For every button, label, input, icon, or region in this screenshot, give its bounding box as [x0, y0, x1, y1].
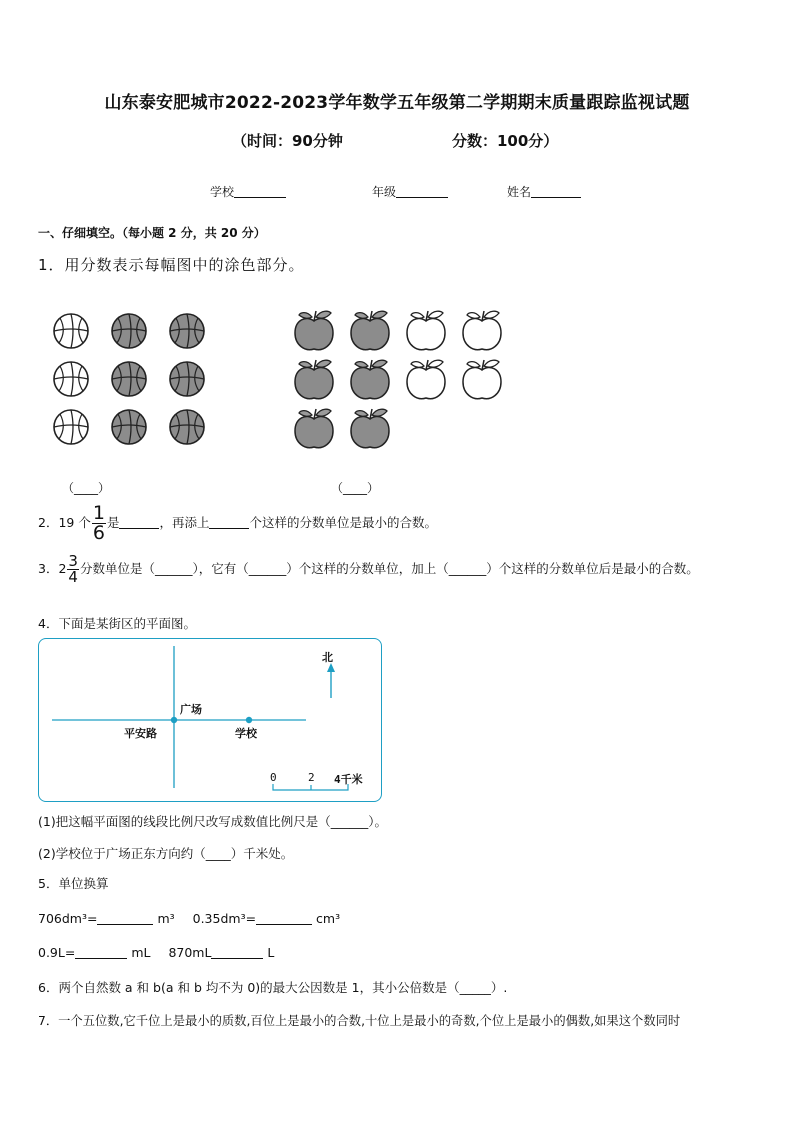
school-map-label: 学校 — [235, 727, 257, 740]
grade-field[interactable] — [372, 183, 448, 200]
basketball-shaded-icon — [170, 362, 204, 396]
q5-blank-2[interactable] — [256, 912, 312, 925]
apple-icon — [463, 311, 501, 350]
road-label: 平安路 — [124, 727, 157, 740]
name-field[interactable] — [507, 183, 581, 200]
q3-fraction — [67, 554, 79, 585]
apple-icon — [407, 360, 445, 399]
q3-text: 分数单位是（______），它有（______）个这样的分数单位，加上（______）个这样的分数单位后是最小的合数。 — [79, 561, 699, 576]
q5-row1b: 0.35dm³= — [192, 911, 257, 926]
q2-prefix: 2．19 个 — [38, 515, 91, 530]
scale-label-4: 4千米 — [334, 773, 363, 786]
q2-suffix: 个这样的分数单位是最小的合数。 — [249, 515, 437, 530]
q1-answer-left[interactable]: （____） — [62, 481, 111, 495]
apple-shaded-icon — [295, 409, 333, 448]
question-4-1: (1)把这幅平面图的线段比例尺改写成数值比例尺是（______）。 — [38, 814, 387, 829]
apple-shaded-icon — [295, 360, 333, 399]
question-6: 6．两个自然数 a 和 b(a 和 b 均不为 0)的最大公因数是 1，其小公倍数是（_____）. — [38, 980, 508, 995]
school-point — [246, 717, 252, 723]
exam-time: （时间：90分钟 — [232, 132, 343, 150]
basketball-icon — [54, 362, 88, 396]
basketball-shaded-icon — [112, 362, 146, 396]
q2-fraction — [92, 504, 106, 543]
q1-answer-right[interactable]: （____） — [331, 481, 380, 495]
grade-blank[interactable] — [396, 185, 448, 198]
grade-label: 年级 — [372, 185, 397, 199]
apple-shaded-icon — [351, 311, 389, 350]
q3-denominator: 4 — [68, 568, 78, 586]
apple-shaded-icon — [351, 360, 389, 399]
school-label: 学校 — [210, 185, 235, 199]
basketball-shaded-icon — [112, 410, 146, 444]
q5-unit-1: m³ — [157, 911, 175, 926]
q5-unit-2: cm³ — [316, 911, 341, 926]
q2-mid: 是 — [106, 515, 120, 530]
basketball-shaded-icon — [112, 314, 146, 348]
scale-label-0: 0 — [270, 771, 277, 784]
q5-row2a: 0.9L= — [38, 945, 76, 960]
question-4-2: (2)学校位于广场正东方向约（____）千米处。 — [38, 846, 294, 861]
q3-numerator: 3 — [68, 552, 78, 570]
basketball-shaded-icon — [170, 314, 204, 348]
apple-icon — [463, 360, 501, 399]
q5-row-1 — [38, 911, 340, 926]
apple-shaded-icon — [295, 311, 333, 350]
question-7: 7．一个五位数,它千位上是最小的质数,百位上是最小的合数,十位上是最小的奇数,个位上是最小的偶数,如果这个数同时 — [38, 1014, 681, 1028]
q5-row1a: 706dm³= — [38, 911, 98, 926]
name-blank[interactable] — [531, 185, 581, 198]
q2-mid2: ，再添上 — [159, 515, 210, 530]
question-3 — [38, 554, 699, 585]
question-4: 4．下面是某街区的平面图。 — [38, 616, 196, 631]
q3-prefix: 3．2 — [38, 561, 67, 576]
school-blank[interactable] — [234, 185, 286, 198]
north-label: 北 — [322, 651, 333, 664]
basketball-shaded-icon — [170, 410, 204, 444]
basketball-icon — [54, 410, 88, 444]
q2-denominator: 6 — [92, 522, 105, 544]
q5-unit-3: mL — [131, 945, 151, 960]
q2-blank-2[interactable] — [209, 516, 249, 529]
basketball-icon — [54, 314, 88, 348]
q5-row-2 — [38, 945, 274, 960]
name-label: 姓名 — [507, 185, 532, 199]
apple-icon — [407, 311, 445, 350]
q2-blank-1[interactable] — [119, 516, 159, 529]
question-2 — [38, 504, 437, 543]
q5-row2b: 870mL — [168, 945, 212, 960]
scale-label-2: 2 — [308, 771, 315, 784]
apple-shaded-icon — [351, 409, 389, 448]
q5-blank-3[interactable] — [75, 946, 127, 959]
question-5: 5．单位换算 — [38, 876, 109, 891]
page-title: 山东泰安肥城市2022-2023学年数学五年级第二学期期末质量跟踪监视试题 — [104, 93, 690, 113]
school-field[interactable] — [210, 183, 286, 200]
q5-unit-4: L — [267, 945, 275, 960]
square-point — [171, 717, 177, 723]
section-heading: 一、仔细填空。（每小题 2 分，共 20 分） — [38, 226, 266, 240]
q5-blank-1[interactable] — [97, 912, 153, 925]
q2-numerator: 1 — [92, 502, 105, 524]
question-1: 1．用分数表示每幅图中的涂色部分。 — [38, 256, 305, 274]
square-label: 广场 — [180, 703, 202, 716]
q5-blank-4[interactable] — [211, 946, 263, 959]
exam-score: 分数：100分） — [452, 132, 559, 150]
